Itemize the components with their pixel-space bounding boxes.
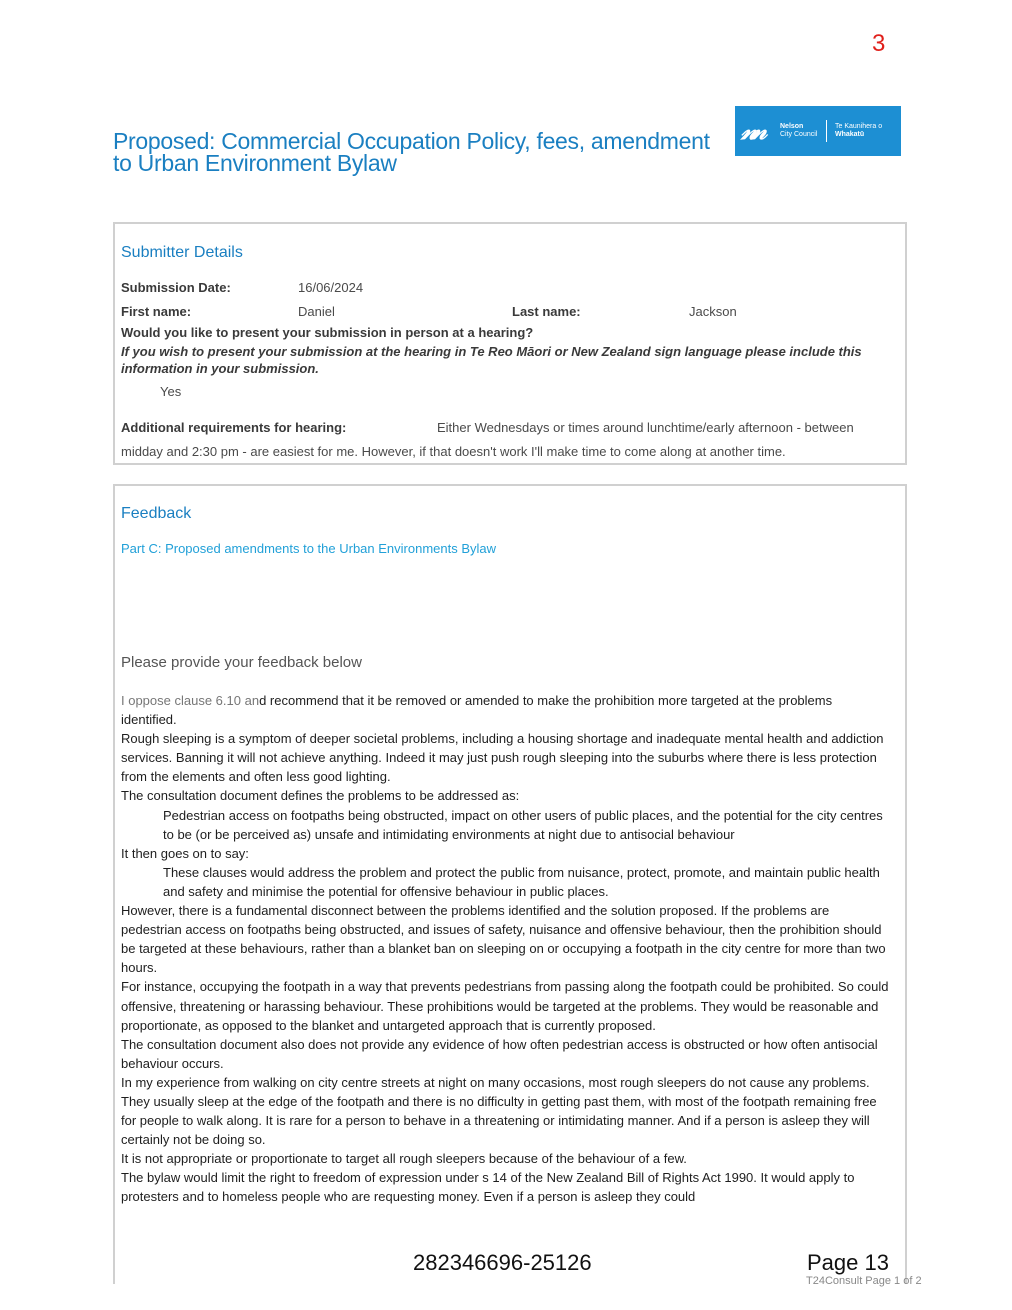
council-logo-icon: 𝓃𝓃 xyxy=(741,116,762,146)
source-footer: T24Consult Page 1 of 2 xyxy=(806,1275,922,1287)
hearing-answer: Yes xyxy=(160,384,182,399)
last-name-label: Last name: xyxy=(512,304,581,319)
additional-requirements-line1: Either Wednesdays or times around lunchtime/early afternoon - between xyxy=(437,420,854,435)
additional-requirements-line2: midday and 2:30 pm - are easiest for me. However, if that doesn't work I'll make time to come along at another time. xyxy=(121,444,786,459)
paragraph: Rough sleeping is a symptom of deeper societal problems, including a housing shortage and inadequate mental health and addiction services. Banning it will not achieve anything. Indeed it may just push rough sleeping into the suburbs where there is less protection from the elements and often less good lighting. xyxy=(121,731,884,785)
logo-text-maori: Te Kaunihera o Whakatū xyxy=(835,123,883,138)
quoted-paragraph: These clauses would address the problem and protect the public from nuisance, protect, promote, and maintain public health and safety and minimise the potential for offensive behaviour in public places. xyxy=(163,864,880,899)
paragraph: In my experience from walking on city centre streets at night on many occasions, most rough sleepers do not cause any problems. They usually sleep at the edge of the footpath and there is no difficulty in getting past them, with most of the footpath remaining free for people to walk along. It is rare for a person to behave in a threatening or intimidating manner. And if a person is asleep they will certainly not be doing so. xyxy=(121,1074,877,1148)
additional-requirements-label: Additional requirements for hearing: xyxy=(121,420,347,435)
section-heading-feedback: Feedback xyxy=(121,505,192,522)
page-marker: 3 xyxy=(872,30,886,57)
document-id: 282346696-25126 xyxy=(413,1250,592,1275)
page-label: Page 13 xyxy=(807,1250,889,1275)
feedback-section xyxy=(113,484,907,1284)
paragraph: It is not appropriate or proportionate to target all rough sleepers because of the behaviour of a few. xyxy=(121,1151,687,1167)
paragraph: However, there is a fundamental disconnect between the problems identified and the solution proposed. If the problems are pedestrian access on footpaths being obstructed, and issues of safety, nuisance and offensive behaviour, then the prohibition should be targeted at these behaviours, rather than a blanket ban on sleeping on or occupying a footpath in the city centre for more than two hours. xyxy=(121,903,886,976)
hearing-question: Would you like to present your submission in person at a hearing? xyxy=(121,325,534,340)
paragraph: It then goes on to say: xyxy=(121,845,249,861)
last-name-value: Jackson xyxy=(689,304,737,319)
feedback-body xyxy=(121,691,891,1207)
document-title: Proposed: Commercial Occupation Policy, fees, amendment to Urban Environment Bylaw xyxy=(113,128,710,176)
submission-date-label: Submission Date: xyxy=(121,280,231,295)
submission-date-value: 16/06/2024 xyxy=(298,280,364,295)
submitter-details-section xyxy=(113,222,907,465)
paragraph: I oppose clause 6.10 and recommend that it be removed or amended to make the prohibition more targeted at the problems identified. xyxy=(121,693,833,728)
feedback-part-heading: Part C: Proposed amendments to the Urban Environments Bylaw xyxy=(121,541,497,556)
quoted-paragraph: Pedestrian access on footpaths being obstructed, impact on other users of public places, and the potential for the city centres to be (or be perceived as) unsafe and intimidating environments at night due to antisocial behaviour xyxy=(163,807,883,842)
feedback-prompt: Please provide your feedback below xyxy=(121,654,362,671)
hearing-note: If you wish to present your submission at the hearing in Te Reo Māori or New Zealand sign language please include this information in your submission. xyxy=(121,344,862,376)
paragraph: The consultation document also does not provide any evidence of how often pedestrian access is obstructed or how often antisocial behaviour occurs. xyxy=(121,1036,878,1071)
first-name-label: First name: xyxy=(121,304,192,319)
council-logo xyxy=(735,106,901,156)
logo-text-english: Nelson City Council xyxy=(780,123,818,138)
first-name-value: Daniel xyxy=(298,304,335,319)
paragraph: For instance, occupying the footpath in a way that prevents pedestrians from passing along the footpath could be prohibited. So could offensive, threatening or harassing behaviour. These prohibitions would be targeted at the problems. They would be reasonable and proportionate, as opposed to the blanket and untargeted approach that is currently proposed. xyxy=(121,979,889,1033)
paragraph: The consultation document defines the problems to be addressed as: xyxy=(121,788,520,804)
paragraph: The bylaw would limit the right to freedom of expression under s 14 of the New Zealand Bill of Rights Act 1990. It would apply to protesters and to homeless people who are requesting money. Even if a person is asleep they could xyxy=(121,1170,855,1205)
section-heading-submitter: Submitter Details xyxy=(121,244,243,261)
logo-divider xyxy=(826,120,827,142)
